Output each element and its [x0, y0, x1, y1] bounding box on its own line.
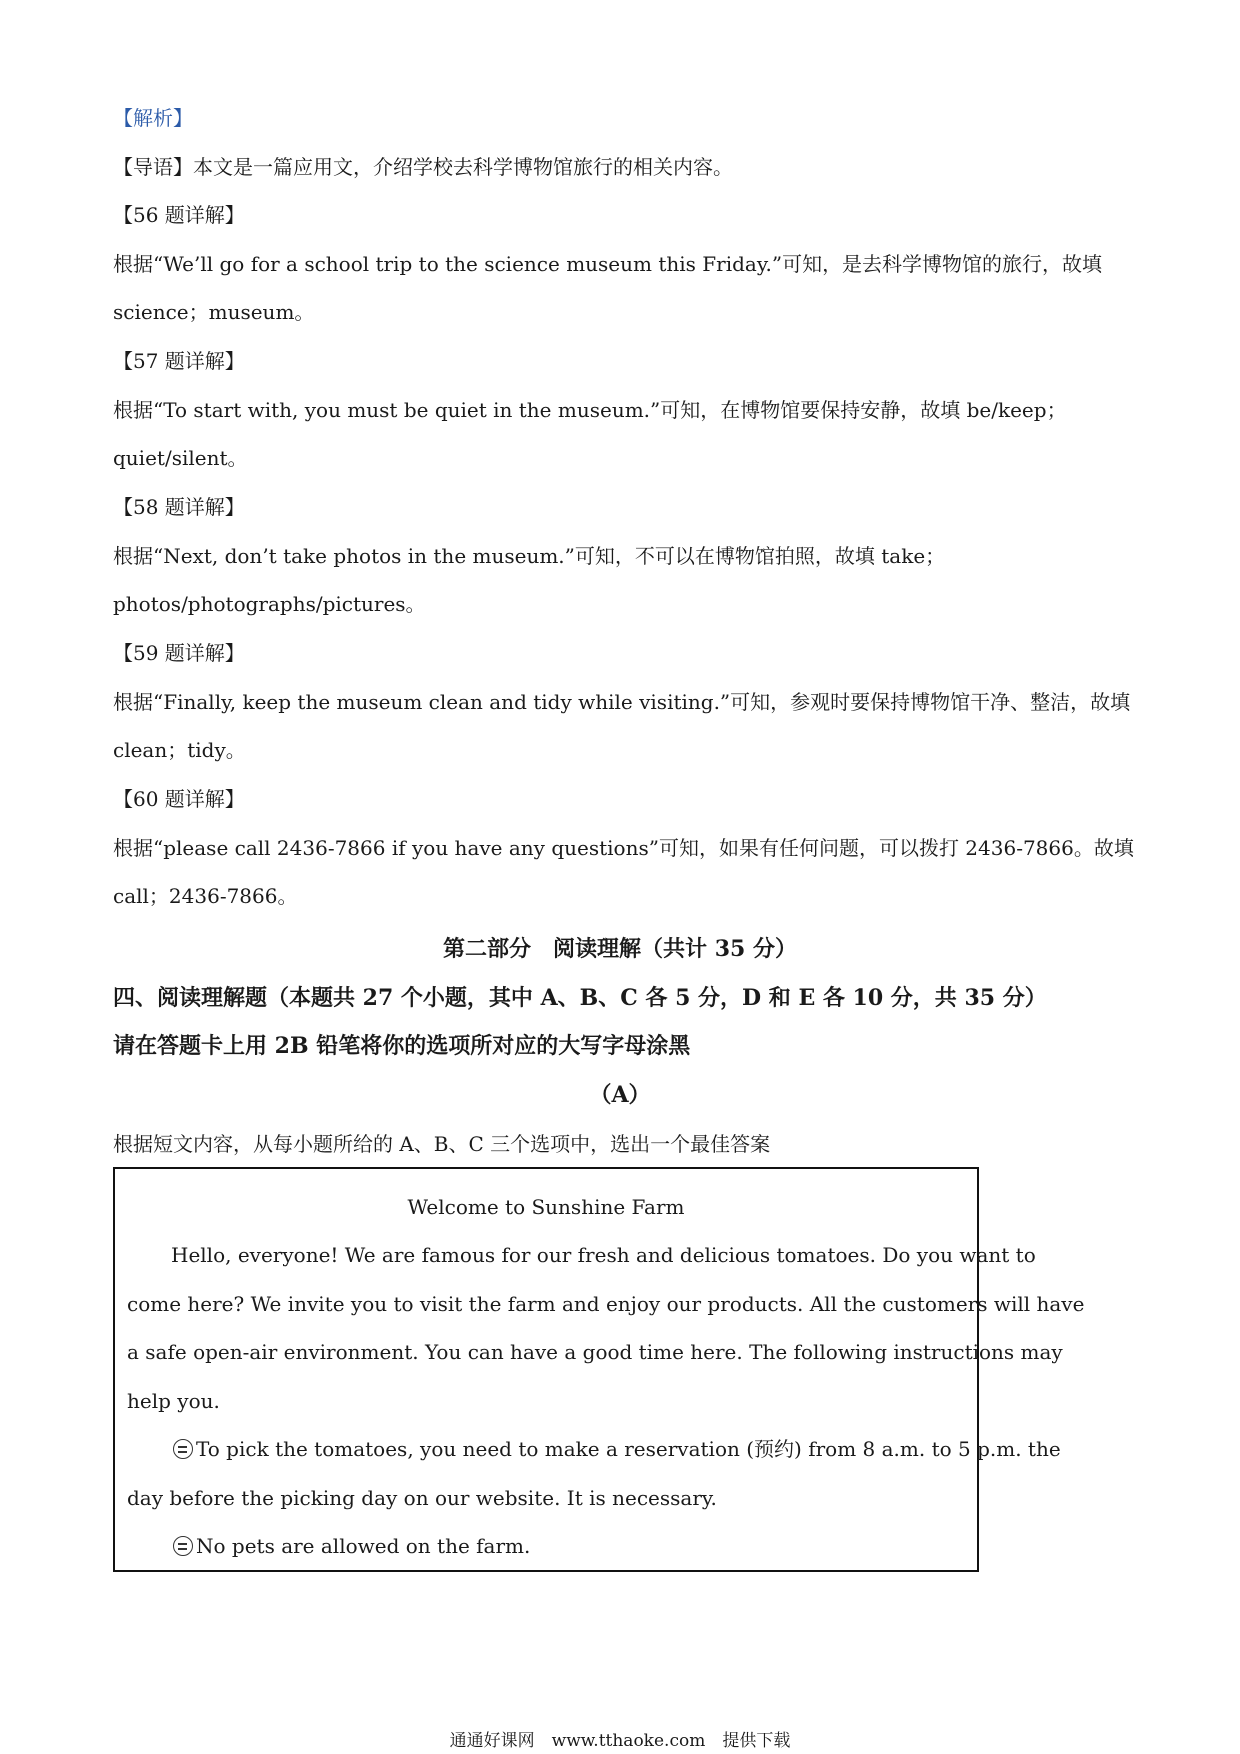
bullet-circle-icon [173, 1536, 193, 1556]
rule-1-text: To pick the tomatoes, you need to make a reservation (预约) from 8 a.m. to 5 p.m. the [196, 1437, 1061, 1461]
bullet-circle-icon [173, 1439, 193, 1459]
rule-2-text: No pets are allowed on the farm. [196, 1534, 531, 1558]
section-instruction: 请在答题卡上用 2B 铅笔将你的选项所对应的大写字母涂黑 [113, 1033, 691, 1059]
passage-title: Welcome to Sunshine Farm [407, 1195, 685, 1219]
paragraph-line-3: a safe open-air environment. You can have a good time here. The following instructions may [127, 1340, 1063, 1364]
q57-line-2: quiet/silent。 [113, 446, 248, 470]
passage-label: （A） [589, 1082, 651, 1108]
passage-box [113, 1167, 1085, 1572]
rule-1-line-1 [173, 1435, 1061, 1463]
q56-label: 【56 题详解】 [113, 203, 245, 227]
paragraph-line-4: help you. [127, 1389, 220, 1413]
page-footer: 通通好课网 www.tthaoke.com 提供下载 [449, 1731, 791, 1751]
paragraph-line-1: Hello, everyone! We are famous for our fresh and delicious tomatoes. Do you want to [171, 1243, 1036, 1267]
q60-label: 【60 题详解】 [113, 787, 245, 811]
analysis-label: 【解析】 [113, 106, 193, 130]
rule-1-line-2: day before the picking day on our website. It is necessary. [127, 1486, 717, 1510]
passage-instruction: 根据短文内容，从每小题所给的 A、B、C 三个选项中，选出一个最佳答案 [113, 1132, 771, 1156]
rule-2-line [173, 1532, 530, 1560]
q56-line-1: 根据“We’ll go for a school trip to the science museum this Friday.”可知，是去科学博物馆的旅行，故填 [113, 252, 1103, 276]
q59-line-1: 根据“Finally, keep the museum clean and tidy while visiting.”可知，参观时要保持博物馆干净、整洁，故填 [113, 690, 1131, 714]
q56-line-2: science；museum。 [113, 300, 315, 324]
q59-label: 【59 题详解】 [113, 641, 245, 665]
q60-line-2: call；2436-7866。 [113, 884, 298, 908]
q60-line-1: 根据“please call 2436-7866 if you have any questions”可知，如果有任何问题，可以拨打 2436-7866。故填 [113, 836, 1134, 860]
q59-line-2: clean；tidy。 [113, 738, 246, 762]
q58-line-1: 根据“Next, don’t take photos in the museum.”可知，不可以在博物馆拍照，故填 take； [113, 544, 946, 568]
q58-label: 【58 题详解】 [113, 495, 245, 519]
q57-line-1: 根据“To start with, you must be quiet in the museum.”可知，在博物馆要保持安静，故填 be/keep； [113, 398, 1067, 422]
section-title: 四、阅读理解题（本题共 27 个小题，其中 A、B、C 各 5 分，D 和 E 各 10 分，共 35 分） [113, 985, 1047, 1011]
q58-line-2: photos/photographs/pictures。 [113, 592, 426, 616]
intro-text: 【导语】本文是一篇应用文，介绍学校去科学博物馆旅行的相关内容。 [113, 155, 733, 179]
paragraph-line-2: come here? We invite you to visit the farm and enjoy our products. All the customers will have [127, 1292, 1085, 1316]
q57-label: 【57 题详解】 [113, 349, 245, 373]
part-title: 第二部分 阅读理解（共计 35 分） [443, 936, 797, 962]
